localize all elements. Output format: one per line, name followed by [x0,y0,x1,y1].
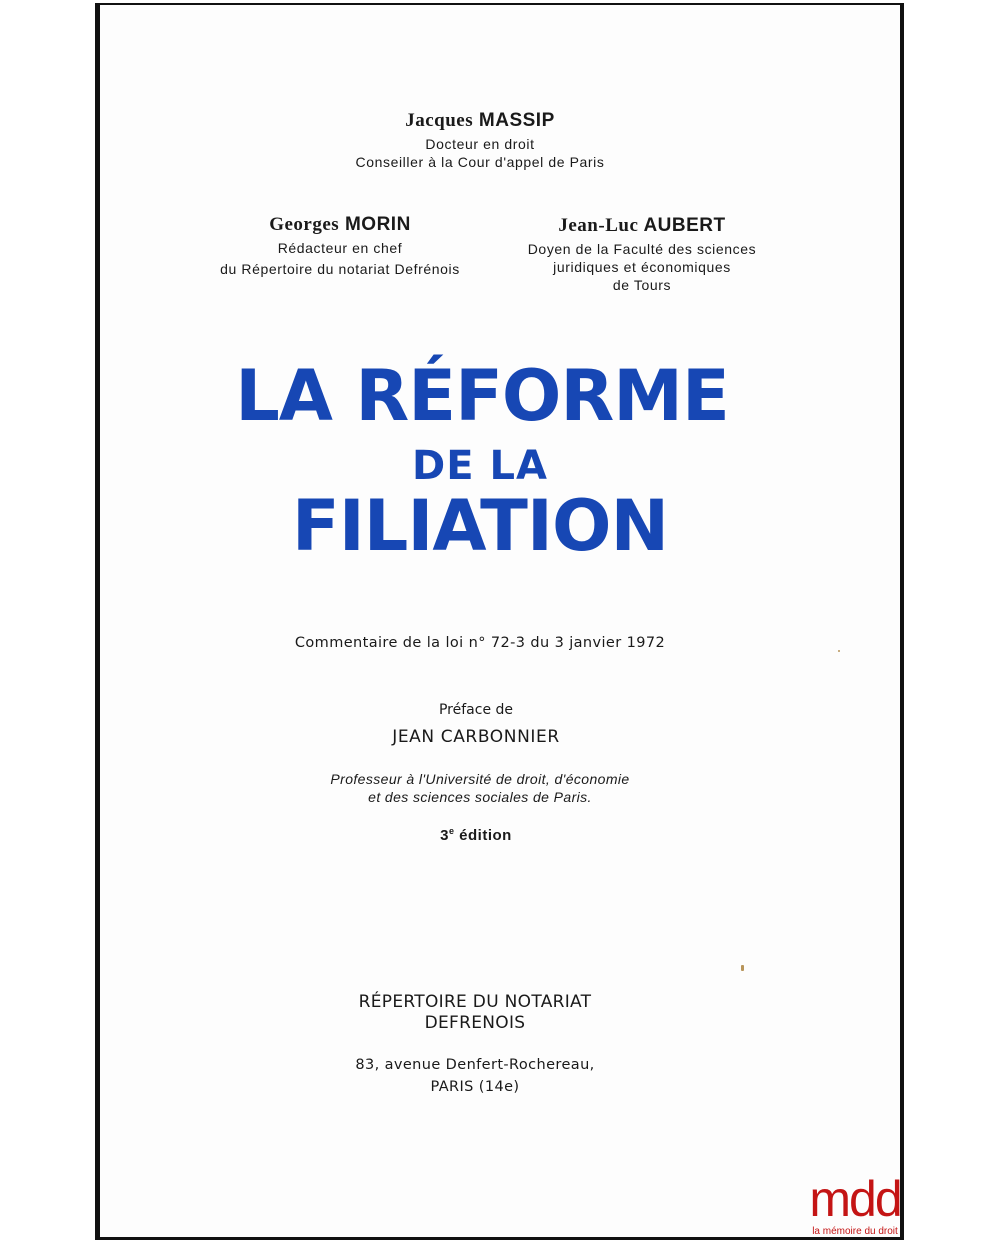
edition [376,826,576,844]
author-title: Rédacteur en chef [277,240,403,256]
preface-role-line: Professeur à l'Université de droit, d'économie [330,771,630,787]
title-line-2: DE LA [412,443,548,489]
right-margin [904,0,1000,1243]
title-line-3: FILIATION [291,485,669,567]
author-title: Docteur en droit [425,136,535,152]
author-surname: AUBERT [643,215,726,236]
edition-suffix: e [448,826,455,836]
left-margin [0,0,95,1243]
preface-author: JEAN CARBONNIER [392,727,560,747]
author-position: du Répertoire du notariat Defrénois [220,261,460,277]
author-given-name: Jean-Luc [558,215,639,236]
logo-tagline: la mémoire du droit [812,1226,898,1237]
author-name [190,214,490,236]
preface-author-role [280,770,680,806]
author-morin [190,214,490,278]
author-given-name: Georges [269,214,340,235]
author-name [280,110,680,132]
mdd-logo [805,1171,905,1242]
edition-number: 3 [440,827,449,844]
author-given-name: Jacques [405,110,474,131]
author-position: juridiques et économiques [553,259,731,275]
subtitle-commentary: Commentaire de la loi n° 72-3 du 3 janvier 1972 [294,635,666,651]
publisher-name-line-2: DEFRENOIS [424,1013,526,1033]
publisher-address [300,1054,650,1098]
author-surname: MORIN [344,214,411,235]
paper-speck [741,965,744,971]
author-massip [280,110,680,171]
author-location: de Tours [612,277,672,293]
author-title: Doyen de la Faculté des sciences [527,241,757,257]
preface-role-line: et des sciences sociales de Paris. [368,789,592,805]
address-street: 83, avenue Denfert-Rochereau, [355,1057,595,1073]
edition-label: édition [459,827,512,844]
author-name [502,215,782,237]
author-surname: MASSIP [478,110,555,131]
address-city: PARIS (14e) [430,1079,520,1095]
logo-mark: mdd [809,1171,901,1227]
author-position: Conseiller à la Cour d'appel de Paris [355,154,605,170]
publisher [300,992,650,1034]
preface-label: Préface de [438,702,514,718]
title-line-1: LA RÉFORME [235,355,729,437]
author-aubert [502,215,782,294]
publisher-name: RÉPERTOIRE DU NOTARIAT [358,992,592,1012]
paper-speck [838,650,840,652]
